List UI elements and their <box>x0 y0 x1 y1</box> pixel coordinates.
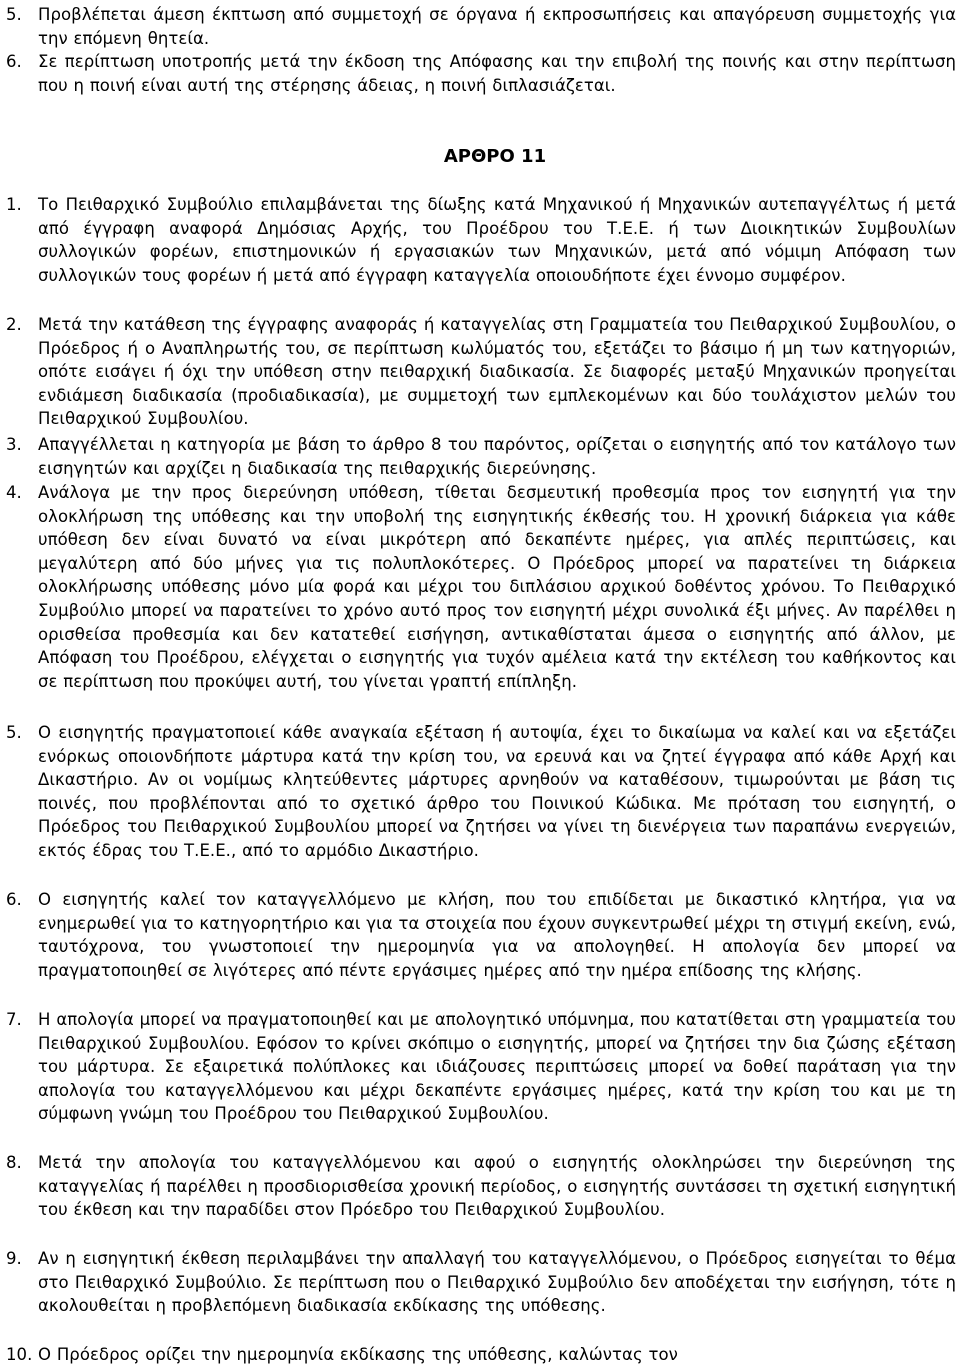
item-text: Ο εισηγητής καλεί τον καταγγελλόμενο με κλήση, που του επιδίδεται με δικαστικό κλητήρα, για να ενημερωθεί για το κατηγορητήριο και για τα στοιχεία που έχουν συγκεντρωθεί μέχρι τη στιγμή εκείνη, ενώ, ταυτόχρονα, του γνωστοποιεί την ημερομηνία για να απολογηθεί. Η απολογία δεν μπορεί να πραγματοποιηθεί σε λιγότερες από πέντε εργάσιμες ημέρες από την ημέρα επίδοσης της κλήσης. <box>38 890 956 980</box>
item-number: 8. <box>6 1153 22 1172</box>
item-text: Σε περίπτωση υποτροπής μετά την έκδοση της Απόφασης και την επιβολή της ποινής και στην περίπτωση που η ποινή είναι αυτή της στέρησης άδειας, η ποινή διπλασιάζεται. <box>38 52 956 95</box>
article-item-10 <box>0 1343 960 1367</box>
item-text: Η απολογία μπορεί να πραγματοποιηθεί και με απολογητικό υπόμνημα, που κατατίθεται στη γραμματεία του Πειθαρχικού Συμβουλίου. Εφόσον το κρίνει σκόπιμο ο εισηγητής, μπορεί να ζητήσει την δια ζώσης εξέταση του μάρτυρα. Σε εξαιρετικά πολύπλοκες και ιδιάζουσες περιπτώσεις μπορεί να δοθεί παράταση για την απολογία του καταγγελλόμενου και μέχρι δεκαπέντε εργάσιμες ημέρες, κατά την κρίση του και με τη σύμφωνη γνώμη του Προέδρου του Πειθαρχικού Συμβουλίου. <box>38 1010 956 1124</box>
item-number: 7. <box>6 1010 22 1029</box>
article-item-5 <box>0 721 960 863</box>
item-text: Μετά την απολογία του καταγγελλόμενου και αφού ο εισηγητής ολοκληρώσει την διερεύνηση της καταγγελίας ή παρέλθει η προσδιορισθείσα χρονική περίοδος, ο εισηγητής συντάσσει τη σχετική εισηγητική του έκθεση και την παραδίδει στον Πρόεδρο του Πειθαρχικού Συμβουλίου. <box>38 1153 956 1220</box>
article-item-8 <box>0 1151 960 1222</box>
article-item-1 <box>0 193 960 287</box>
item-text: Ο εισηγητής πραγματοποιεί κάθε αναγκαία εξέταση ή αυτοψία, έχει το δικαίωμα να καλεί και να εξετάζει ενόρκως οποιονδήποτε μάρτυρα κατά την κρίση του, να ερευνά και να ζητεί έγγραφα από κάθε Αρχή και Δικαστήριο. Αν οι νομίμως κλητεύθεντες μάρτυρες αρνηθούν να καταθέσουν, τιμωρούνται με βάση τις ποινές, που προβλέπονται από το σχετικό άρθρο του Ποινικού Κώδικα. Με πρόταση του εισηγητή, ο Πρόεδρος του Πειθαρχικού Συμβουλίου μπορεί να ζητήσει να γίνει τη διενέργεια των παραπάνω ενεργειών, εκτός έδρας του Τ.Ε.Ε., από το αρμόδιο Δικαστήριο. <box>38 723 956 860</box>
list-item-6 <box>0 50 960 97</box>
item-number: 5. <box>6 5 22 24</box>
item-text: Προβλέπεται άμεση έκπτωση από συμμετοχή σε όργανα ή εκπροσωπήσεις και απαγόρευση συμμετοχής για την επόμενη θητεία. <box>38 5 956 48</box>
item-text: Ανάλογα με την προς διερεύνηση υπόθεση, τίθεται δεσμευτική προθεσμία προς τον εισηγητή για την ολοκλήρωση της υπόθεσης και την υποβολή της εισηγητικής έκθεσής του. Η χρονική διάρκεια για κάθε υπόθεση δεν είναι δυνατό να είναι μικρότερη από δεκαπέντε ημέρες, για απλές περιπτώσεις, και μεγαλύτερη από δύο μήνες για τις πολυπλοκότερες. Ο Πρόεδρος μπορεί να παρατείνει τη διάρκεια ολοκλήρωσης υπόθεσης μόνο μία φορά και μέχρι του διπλάσιου αρχικού δοθέντος χρόνου. Το Πειθαρχικό Συμβούλιο μπορεί να παρατείνει το χρόνο αυτό προς τον εισηγητή μέχρι συνολικά έξι μήνες. Αν παρέλθει η ορισθείσα προθεσμία και δεν κατατεθεί εισήγηση, αντικαθίσταται άμεσα ο εισηγητής από άλλον, με Απόφαση του Προέδρου, ελέγχεται ο εισηγητής για τυχόν αμέλεια κατά την εκτέλεση του καθήκοντος και σε περίπτωση που προκύψει αυτή, του γίνεται γραπτή επίπληξη. <box>38 483 956 691</box>
article-item-6 <box>0 888 960 982</box>
article-item-4 <box>0 481 960 693</box>
article-item-7 <box>0 1008 960 1126</box>
item-number: 3. <box>6 435 22 454</box>
item-text: Ο Πρόεδρος ορίζει την ημερομηνία εκδίκασης της υπόθεσης, καλώντας τον <box>38 1345 678 1364</box>
item-text: Αν η εισηγητική έκθεση περιλαμβάνει την απαλλαγή του καταγγελλόμενου, ο Πρόεδρος εισηγείται το θέμα στο Πειθαρχικό Συμβούλιο. Σε περίπτωση που ο Πειθαρχικό Συμβούλιο δεν αποδέχεται την εισήγηση, τότε η ακολουθείται η προβλεπόμενη διαδικασία εκδίκασης της υπόθεσης. <box>38 1249 956 1316</box>
list-item-5 <box>0 3 960 50</box>
item-number: 10. <box>6 1345 33 1364</box>
item-text: Το Πειθαρχικό Συμβούλιο επιλαμβάνεται της δίωξης κατά Μηχανικού ή Μηχανικών αυτεπαγγέλτως ή μετά από έγγραφη αναφορά Δημόσιας Αρχής, του Προέδρου του Τ.Ε.Ε. ή των Διοικητικών Συμβουλίων συλλογικών φορέων, επιστημονικών ή εργασιακών των Μηχανικών, μετά από νόμιμη Απόφαση των συλλογικών τους φορέων ή μετά από έγγραφη καταγγελία οποιουδήποτε έχει έννομο συμφέρον. <box>38 195 956 285</box>
article-item-3 <box>0 433 960 480</box>
item-number: 4. <box>6 483 22 502</box>
item-number: 1. <box>6 195 22 214</box>
article-item-2 <box>0 313 960 431</box>
item-number: 6. <box>6 52 22 71</box>
item-number: 6. <box>6 890 22 909</box>
item-number: 5. <box>6 723 22 742</box>
item-text: Μετά την κατάθεση της έγγραφης αναφοράς ή καταγγελίας στη Γραμματεία του Πειθαρχικού Συμβουλίου, ο Πρόεδρος ή ο Αναπληρωτής του, σε περίπτωση κωλύματός του, εξετάζει το βάσιμο ή μη των κατηγοριών, οπότε εισάγει ή όχι την υπόθεση στην πειθαρχική διαδικασία. Σε διαφορές μεταξύ Μηχανικών προηγείται ενδιάμεση διαδικασία (προδιαδικασία), με συμμετοχή των εμπλεκομένων και δύο τουλάχιστον μελών του Πειθαρχικού Συμβουλίου. <box>38 315 956 429</box>
article-item-9 <box>0 1247 960 1318</box>
item-number: 9. <box>6 1249 22 1268</box>
article-heading: ΑΡΘΡΟ 11 <box>443 146 547 167</box>
item-text: Απαγγέλλεται η κατηγορία με βάση το άρθρο 8 του παρόντος, ορίζεται ο εισηγητής από τον κατάλογο των εισηγητών και αρχίζει η διαδικασία της πειθαρχικής διερεύνησης. <box>38 435 956 478</box>
item-number: 2. <box>6 315 22 334</box>
